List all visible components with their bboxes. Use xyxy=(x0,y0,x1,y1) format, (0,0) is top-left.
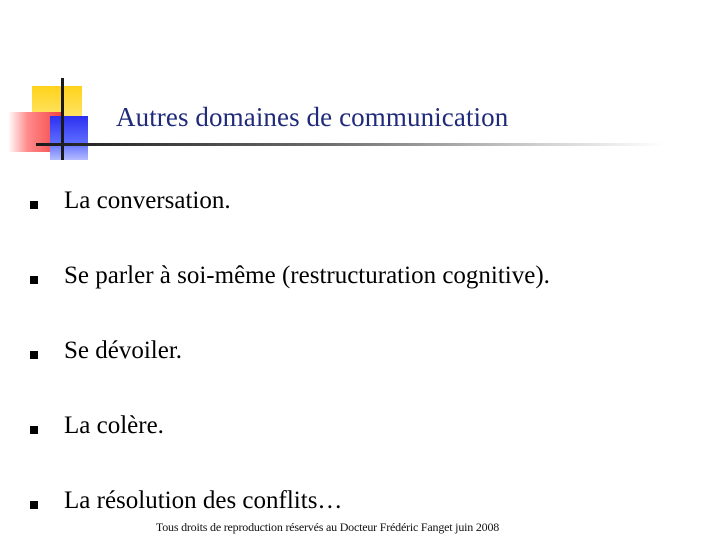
square-bullet-icon xyxy=(30,501,38,509)
bullet-list xyxy=(30,163,690,538)
copyright-footer: Tous droits de reproduction réservés au Docteur Frédéric Fanget juin 2008 xyxy=(155,520,500,534)
bullet-item-conversation xyxy=(30,163,690,238)
bullet-item-anger xyxy=(30,388,690,463)
square-bullet-icon xyxy=(30,351,38,359)
bullet-item-self-disclosure xyxy=(30,313,690,388)
bullet-text: Se parler à soi-même (restructuration cognitive). xyxy=(64,262,550,289)
decoration-yellow-square xyxy=(32,86,82,134)
square-bullet-icon xyxy=(30,276,38,284)
decoration-red-bar xyxy=(8,112,64,152)
slide-title: Autres domaines de communication xyxy=(116,102,509,132)
square-bullet-icon xyxy=(30,201,38,209)
square-bullet-icon xyxy=(30,426,38,434)
decoration-blue-square xyxy=(50,116,88,160)
title-decoration xyxy=(0,0,720,170)
bullet-text: La résolution des conflits… xyxy=(64,487,343,514)
bullet-text: La conversation. xyxy=(64,187,231,214)
bullet-text: Se dévoiler. xyxy=(64,337,183,364)
bullet-text: La colère. xyxy=(64,412,164,439)
title-underline xyxy=(36,143,664,146)
decoration-vertical-line xyxy=(61,78,64,160)
bullet-item-self-talk xyxy=(30,238,690,313)
